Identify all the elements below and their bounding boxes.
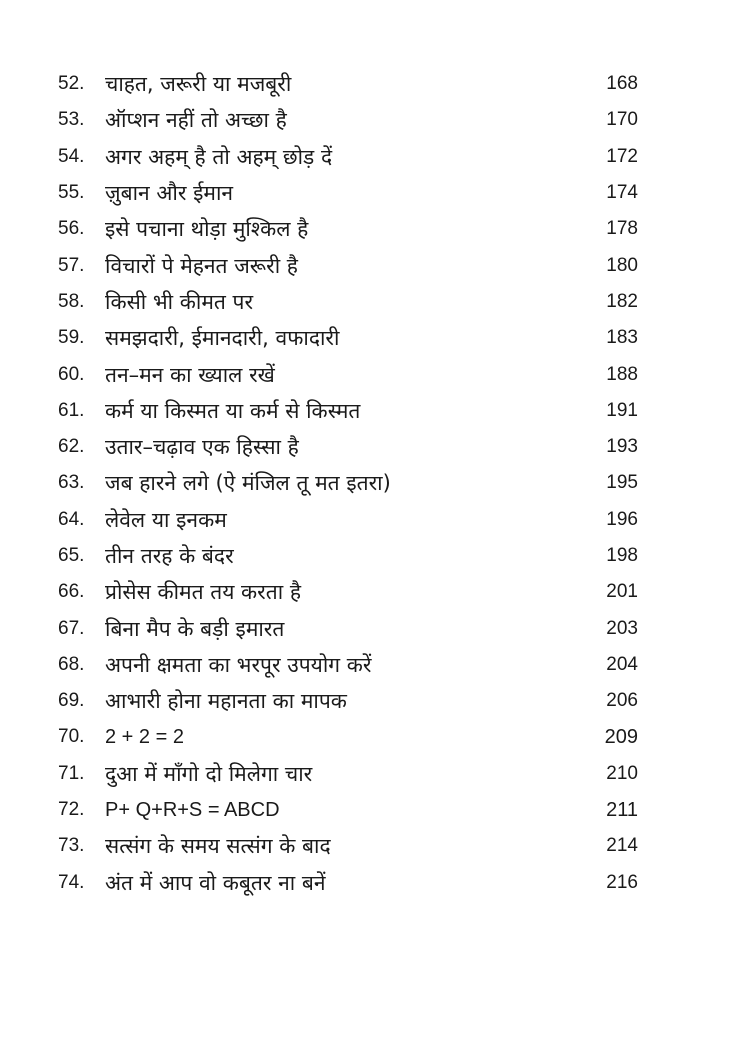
toc-entry	[58, 356, 638, 392]
entry-page-number: 178	[606, 218, 638, 240]
entry-title: 2 + 2 = 2	[105, 725, 184, 748]
entry-number: 71.	[58, 762, 85, 784]
entry-number: 74.	[58, 871, 85, 893]
toc-entry	[58, 865, 638, 901]
toc-entry	[58, 574, 638, 610]
entry-number: 72.	[58, 799, 85, 821]
entry-page-number: 203	[606, 617, 638, 639]
toc-entry	[58, 66, 638, 102]
entry-number: 63.	[58, 472, 85, 494]
entry-number: 62.	[58, 436, 85, 458]
entry-page-number: 183	[606, 327, 638, 349]
entry-page-number: 201	[606, 581, 638, 603]
entry-page-number: 211	[606, 798, 638, 821]
toc-entry	[58, 102, 638, 138]
entry-page-number: 209	[604, 725, 638, 748]
entry-page-number: 196	[606, 508, 638, 530]
entry-number: 67.	[58, 617, 85, 639]
entry-title: उतार–चढ़ाव एक हिस्सा है	[105, 435, 299, 460]
entry-page-number: 195	[606, 472, 638, 494]
entry-title: बिना मैप के बड़ी इमारत	[105, 616, 285, 641]
entry-page-number: 214	[606, 835, 638, 857]
entry-page-number: 174	[606, 182, 638, 204]
entry-title: चाहत, जरूरी या मजबूरी	[105, 72, 292, 97]
entry-title: अंत में आप वो कबूतर ना बनें	[105, 870, 326, 895]
toc-entry	[58, 247, 638, 283]
entry-number: 54.	[58, 145, 85, 167]
entry-title: किसी भी कीमत पर	[105, 289, 254, 314]
toc-entry	[58, 756, 638, 792]
toc-entry	[58, 393, 638, 429]
entry-title: लेवेल या इनकम	[105, 507, 227, 532]
entry-number: 56.	[58, 218, 85, 240]
toc-entry	[58, 647, 638, 683]
entry-page-number: 204	[606, 653, 638, 675]
entry-number: 65.	[58, 545, 85, 566]
entry-number: 60.	[58, 363, 85, 385]
toc-entry	[58, 610, 638, 646]
entry-number: 59.	[58, 327, 85, 349]
entry-page-number: 198	[606, 545, 638, 566]
toc-entry	[58, 538, 638, 574]
entry-title: इसे पचाना थोड़ा मुश्किल है	[105, 217, 309, 242]
entry-title: विचारों पे मेहनत जरूरी है	[105, 253, 298, 278]
toc-entry	[58, 429, 638, 465]
entry-number: 64.	[58, 508, 85, 530]
table-of-contents	[58, 66, 638, 901]
entry-number: 73.	[58, 835, 85, 857]
entry-number: 52.	[58, 73, 85, 95]
toc-entry	[58, 683, 638, 719]
entry-number: 70.	[58, 726, 85, 748]
entry-page-number: 191	[606, 399, 638, 421]
entry-page-number: 182	[606, 290, 638, 312]
entry-page-number: 216	[606, 871, 638, 893]
entry-page-number: 210	[606, 762, 638, 784]
entry-title: सत्संग के समय सत्संग के बाद	[105, 834, 331, 859]
entry-page-number: 168	[606, 73, 638, 95]
entry-number: 66.	[58, 581, 85, 603]
entry-title: ज़ुबान और ईमान	[105, 181, 234, 206]
entry-title: P+ Q+R+S = ABCD	[105, 798, 280, 821]
entry-title: तीन तरह के बंदर	[105, 544, 234, 568]
entry-number: 57.	[58, 254, 85, 276]
entry-title: अगर अहम् है तो अहम् छोड़ दें	[105, 144, 333, 169]
entry-title: समझदारी, ईमानदारी, वफादारी	[105, 326, 340, 351]
entry-title: कर्म या किस्मत या कर्म से किस्मत	[105, 398, 361, 423]
toc-entry	[58, 465, 638, 501]
toc-entry	[58, 284, 638, 320]
entry-page-number: 193	[606, 436, 638, 458]
toc-entry	[58, 139, 638, 175]
entry-number: 68.	[58, 653, 85, 675]
entry-page-number: 180	[606, 254, 638, 276]
entry-title: जब हारने लगे (ऐ मंजिल तू मत इतरा)	[105, 471, 391, 496]
entry-page-number: 188	[606, 363, 638, 385]
entry-number: 55.	[58, 182, 85, 204]
entry-title: दुआ में माँगो दो मिलेगा चार	[105, 761, 313, 786]
toc-entry	[58, 792, 638, 828]
toc-entry	[58, 211, 638, 247]
entry-number: 58.	[58, 290, 85, 312]
toc-entry	[58, 175, 638, 211]
entry-title: प्रोसेस कीमत तय करता है	[105, 580, 302, 605]
entry-title: तन–मन का ख्याल रखें	[105, 362, 275, 387]
toc-entry	[58, 502, 638, 538]
entry-number: 69.	[58, 690, 85, 712]
entry-title: आभारी होना महानता का मापक	[105, 689, 347, 714]
entry-page-number: 206	[606, 690, 638, 712]
entry-number: 53.	[58, 109, 85, 131]
entry-page-number: 170	[606, 109, 638, 131]
entry-title: ऑप्शन नहीं तो अच्छा है	[105, 108, 287, 133]
toc-entry	[58, 719, 638, 755]
entry-page-number: 172	[606, 145, 638, 167]
entry-number: 61.	[58, 399, 85, 421]
entry-title: अपनी क्षमता का भरपूर उपयोग करें	[105, 652, 372, 677]
toc-entry	[58, 320, 638, 356]
toc-entry	[58, 828, 638, 864]
